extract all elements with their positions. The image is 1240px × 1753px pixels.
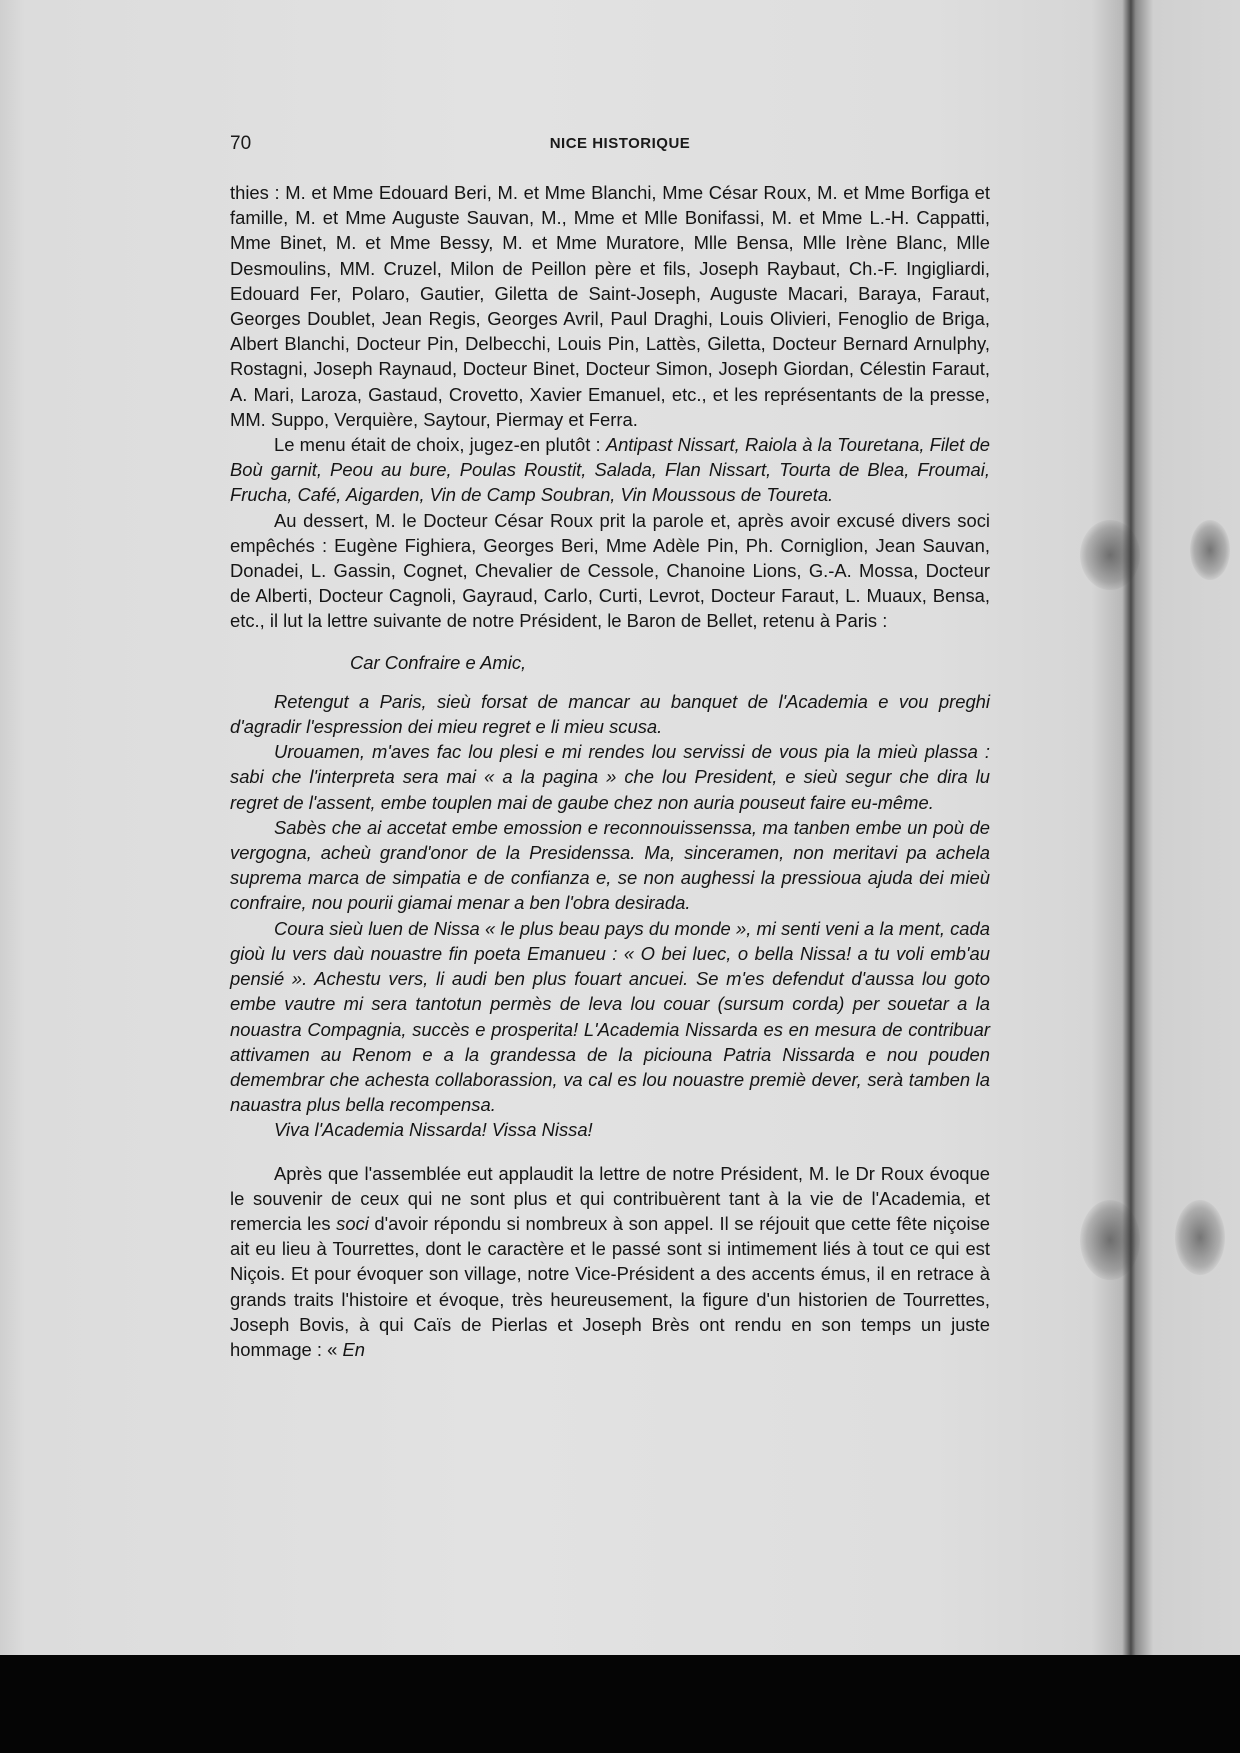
ink-stain: [1190, 520, 1230, 580]
closing-text-a: Après que l'assemblée eut applaudit la lettre de notre Président, M. le Dr Roux évoque le souvenir de ceux qui ne sont plus et qui contribuèrent tant à la vie de l'Academia, et remercia les: [230, 1162, 990, 1234]
menu-paragraph: [230, 432, 990, 508]
closing-text-b: d'avoir répondu si nombreux à son appel. Il se réjouit que cette fête niçoise ait eu lieu à Tourrettes, dont le caractère et le passé sont si intimement liés à tout ce qui est Niçois. Et pour évoquer son village, notre Vice-Président a des accents émus, il en retrace à grands traits l'histoire et évoque, très heureusement, la figure d'un historien de Tourrettes, Joseph Bovis, à qui Caïs de Pierlas et Joseph Brès ont rendu en son temps un juste hommage : «: [230, 1212, 990, 1360]
closing-en: En: [342, 1338, 365, 1360]
ink-stain: [1080, 520, 1140, 590]
closing-soci: soci: [336, 1212, 369, 1234]
letter-paragraph: Sabès che ai accetat embe emossion e reconnouissenssa, ma tanben embe un poù de vergogna, acheù grand'onor de la Presidenssa. Ma, sinceramen, non meritavi pa achela suprema marca de simpatia e de confianza e, se non aughessi la pressioua ajuda dei mieù confraire, nou pourii giamai menar a ben l'obra desirada.: [230, 816, 990, 914]
letter-paragraph: Coura sieù luen de Nissa « le plus beau pays du monde », mi senti veni a la ment, cada gioù lu vers daù nouastre fin poeta Emanueu : « O bei luec, o bella Nissa! a tu voli emb'au pensié ». Achestu vers, li audi ben plus fouart ancuei. Se m'es defendut d'aussa lou goto embe vautre mi sera tantotun permès de leva lou couar (sursum corda) per souetar a la nouastra Compagnia, succès e prosperita! L'Academia Nissarda es en mesura de contribuar attivamen au Renom e a la grandessa de la piciouna Patria Nissarda e nou pouden demembrar che achesta collaborassion, va cal es lou nouastre premiè dever, serà tamben la nauastra plus bella recompensa.: [230, 917, 990, 1116]
letter-paragraph: Urouamen, m'aves fac lou plesi e mi rendes lou servissi de vous pia la mieù plassa : sabi che l'interpreta sera mai « a la pagina » che lou President, e sieù segur che dira lu regret de l'assent, embe touplen mai de gaube chez non auria pouseut faire eu-même.: [230, 741, 990, 813]
guest-list-paragraph: thies : M. et Mme Edouard Beri, M. et Mme Blanchi, Mme César Roux, M. et Mme Borfiga et famille, M. et Mme Auguste Sauvan, M., Mme et Mlle Bonifassi, M. et Mme L.-H. Cappatti, Mme Binet, M. et Mme Bessy, M. et Mme Muratore, Mlle Bensa, Mlle Irène Blanc, Mlle Desmoulins, MM. Cruzel, Milon de Peillon père et fils, Joseph Raybaut, Ch.-F. Ingigliardi, Edouard Fer, Polaro, Gautier, Giletta de Saint-Joseph, Auguste Macari, Baraya, Faraut, Georges Doublet, Jean Regis, Georges Avril, Paul Draghi, Louis Olivieri, Fenoglio de Briga, Albert Blanchi, Docteur Pin, Delbecchi, Louis Pin, Lattès, Giletta, Docteur Bernard Arnulphy, Rostagni, Joseph Raynaud, Docteur Binet, Docteur Simon, Joseph Giordan, Célestin Faraut, A. Mari, Laroza, Gastaud, Crovetto, Xavier Emanuel, etc., et les représentants de la presse, MM. Suppo, Verquière, Saytour, Piermay et Ferra.: [230, 182, 990, 430]
letter-closing: Viva l'Academia Nissarda! Vissa Nissa!: [274, 1119, 593, 1141]
ink-stain: [1175, 1200, 1225, 1275]
menu-intro: Le menu était de choix, jugez-en plutôt :: [274, 434, 606, 456]
letter-salutation: Car Confraire e Amic,: [350, 651, 527, 673]
running-header: [230, 133, 1010, 157]
letter-paragraph: Retengut a Paris, sieù forsat de mancar au banquet de l'Academia e vou preghi d'agradir l'espression dei mieu regret e li mieu scusa.: [230, 690, 990, 738]
spacer: [230, 1143, 990, 1161]
ink-stain: [1080, 1200, 1140, 1280]
dessert-paragraph: Au dessert, M. le Docteur César Roux prit la parole et, après avoir excusé divers soci empêchés : Eugène Fighiera, Georges Beri, Mme Adèle Pin, Ph. Corniglion, Jean Sauvan, Donadei, L. Gassin, Cognet, Chevalier de Cessole, Chanoine Lions, G.-A. Mossa, Docteur de Alberti, Docteur Cagnoli, Gayraud, Carlo, Curti, Levrot, Docteur Faraut, L. Muaux, Bensa, etc., il lut la lettre suivante de notre Président, le Baron de Bellet, retenu à Paris :: [230, 509, 990, 632]
scanner-bottom-border: [0, 1655, 1240, 1753]
menu-items: Antipast Nissart, Raiola à la Touretana, Filet de Boù garnit, Peou au bure, Poulas Roustit, Salada, Flan Nissart, Tourta de Blea, Froumai, Frucha, Café, Aigarden, Vin de Camp Soubran, Vin Moussous de Toureta.: [230, 434, 990, 506]
page-number: 70: [230, 133, 252, 154]
journal-title: NICE HISTORIQUE: [549, 135, 691, 152]
body-text: [230, 180, 990, 1362]
closing-paragraph: [230, 1161, 990, 1363]
